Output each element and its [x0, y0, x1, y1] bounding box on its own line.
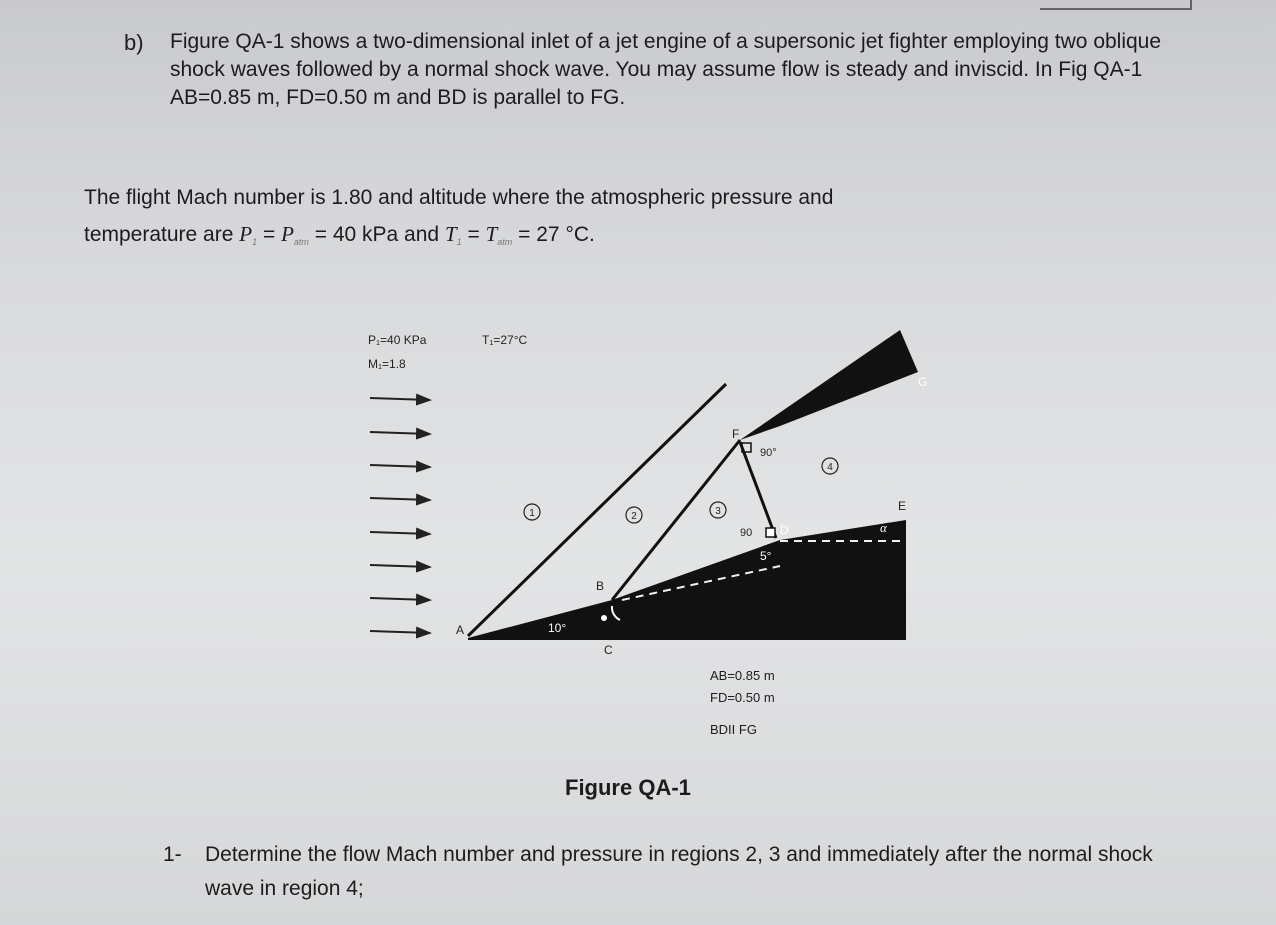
question-label: b) — [124, 30, 144, 55]
region-1-marker — [524, 504, 540, 520]
flow-arrow-3 — [370, 465, 430, 467]
point-c-dot — [601, 615, 607, 621]
region-3-marker — [710, 502, 726, 518]
label-A: A — [456, 623, 465, 637]
region-3-label: 3 — [715, 506, 721, 517]
flow-arrow-4 — [370, 498, 430, 500]
flow-arrow-2 — [370, 432, 430, 434]
right-angle-marker-d — [766, 528, 775, 537]
flow-arrow-6 — [370, 565, 430, 567]
cowl-lip — [740, 330, 918, 440]
task-text: Determine the flow Mach number and pressure in regions 2, 3 and immediately after the normal shock wave in region 4; — [205, 843, 1153, 900]
given-fd: FD=0.50 m — [710, 690, 775, 705]
angle-ramp2-label: 5° — [760, 549, 772, 563]
label-C: C — [604, 643, 613, 657]
task-number: 1- — [163, 843, 182, 866]
label-D: D — [780, 523, 789, 537]
angle-90-bottom-label: 90 — [740, 527, 753, 539]
figure-caption: Figure QA-1 — [565, 775, 691, 800]
angle-alpha-label: α — [880, 520, 887, 535]
flow-arrow-5 — [370, 532, 430, 534]
flow-arrow-1 — [370, 398, 430, 400]
given-ab: AB=0.85 m — [710, 668, 775, 683]
freestream-mach: M₁=1.8 — [368, 357, 406, 371]
region-4-label: 4 — [827, 462, 833, 473]
label-F: F — [732, 427, 740, 441]
region-4-marker — [822, 458, 838, 474]
flight-line-2: temperature are $P_1 = P_{atm} = 40$ kPa and $T_1 = T_{atm} = 27$ °C. — [84, 222, 595, 247]
flow-arrow-7 — [370, 598, 430, 600]
label-B: B — [596, 579, 605, 593]
region-2-marker — [626, 507, 642, 523]
flow-arrow-8 — [370, 631, 430, 633]
label-G: G — [918, 375, 928, 389]
region-2-label: 2 — [631, 511, 637, 522]
flight-line-1: The flight Mach number is 1.80 and altitude where the atmospheric pressure and — [84, 186, 834, 209]
given-bd-fg: BDII FG — [710, 722, 757, 737]
ramp-body — [468, 520, 906, 640]
question-text: Figure QA-1 shows a two-dimensional inlet of a jet engine of a supersonic jet fighter employing two oblique shock waves followed by a normal shock wave. You may assume flow is steady and inviscid. In Fig QA-1 AB=0.85 m, FD=0.50 m and BD is parallel to FG. — [170, 30, 1162, 109]
angle-90-top-label: 90° — [760, 447, 777, 459]
flow-arrows — [370, 398, 430, 633]
region-1-label: 1 — [529, 508, 535, 519]
angle-ramp1-label: 10° — [548, 621, 567, 635]
freestream-pressure: P₁=40 KPa — [368, 333, 427, 347]
freestream-temperature: T₁=27°C — [482, 333, 528, 347]
label-E: E — [898, 499, 907, 513]
